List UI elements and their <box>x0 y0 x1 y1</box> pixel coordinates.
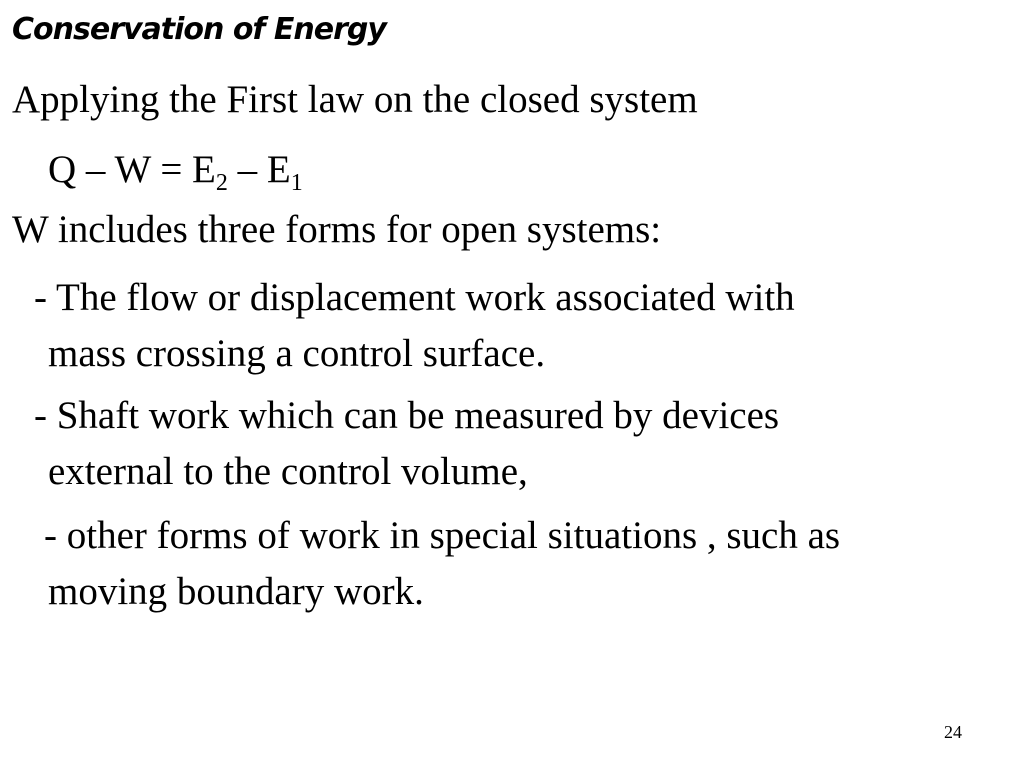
first-law-equation <box>48 142 303 198</box>
bullet-flow-work <box>34 270 795 382</box>
bullet-line: - other forms of work in special situations , such as <box>44 514 841 557</box>
bullet-line-continued: mass crossing a control surface. <box>48 332 546 375</box>
bullet-line-continued: external to the control volume, <box>48 450 528 493</box>
bullet-other-work <box>44 508 840 620</box>
bullet-line-continued: moving boundary work. <box>48 570 424 613</box>
bullet-line: - The flow or displacement work associated with <box>34 276 795 319</box>
page-number: 24 <box>944 722 962 742</box>
equation-subscript-2: 2 <box>215 170 228 196</box>
bullet-shaft-work <box>34 388 779 500</box>
equation-subscript-1: 1 <box>290 170 303 196</box>
bullet-line: - Shaft work which can be measured by devices <box>34 394 780 437</box>
slide-title: Conservation of Energy <box>12 12 386 47</box>
equation-lhs: Q – W = E <box>48 148 216 191</box>
intro-text: Applying the First law on the closed system <box>12 78 698 121</box>
equation-mid: – E <box>227 148 291 191</box>
work-forms-heading: W includes three forms for open systems: <box>12 208 662 251</box>
